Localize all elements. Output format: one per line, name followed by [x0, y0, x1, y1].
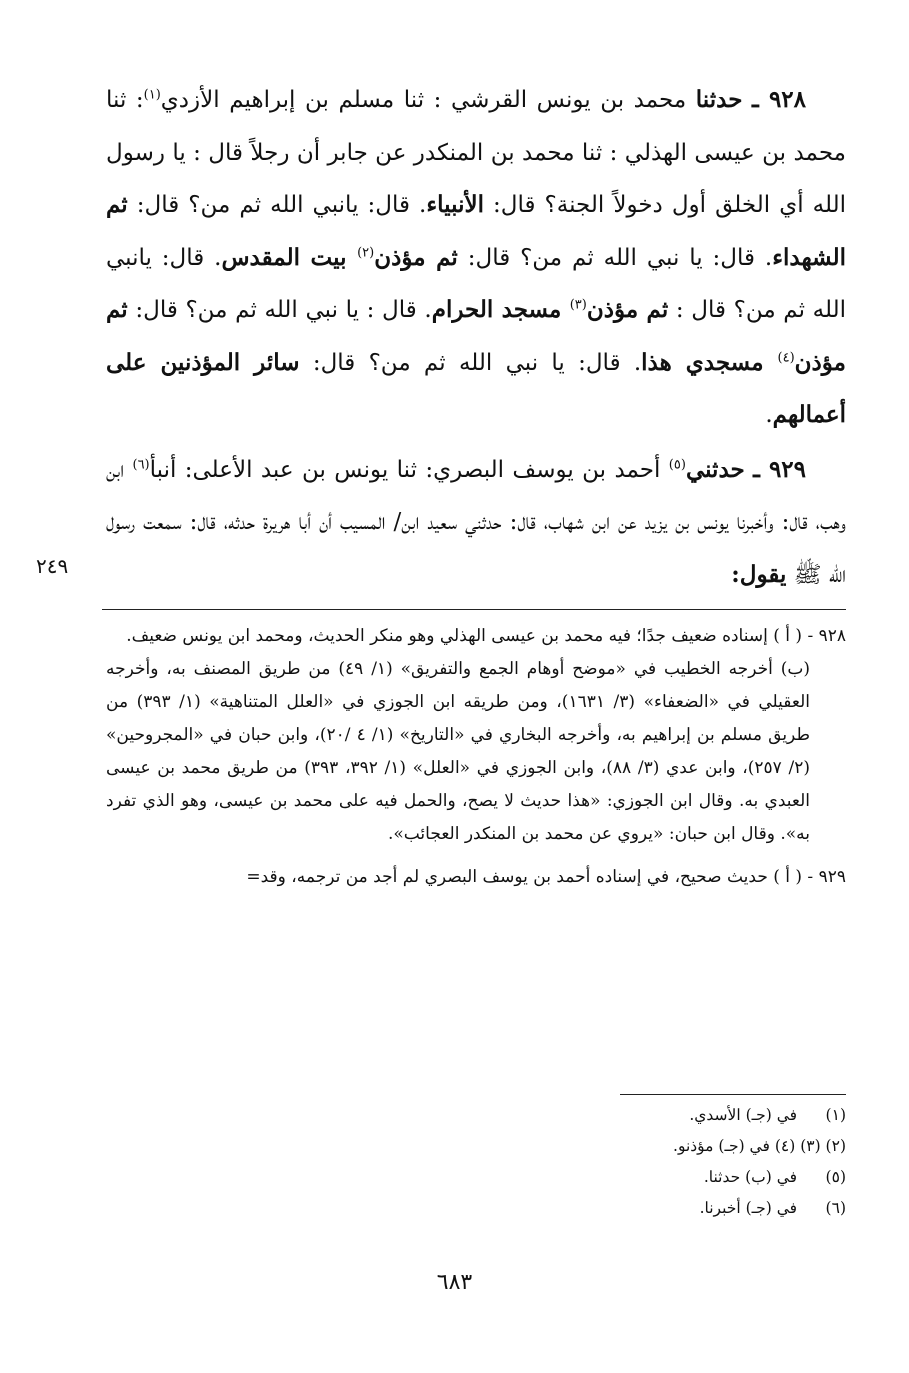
bold-run: مسجد الحرام — [431, 296, 570, 323]
footnote-ref: (٤) — [777, 349, 795, 365]
text-run: . — [765, 402, 773, 428]
footnote-ref: (٣) — [569, 297, 587, 313]
main-text — [106, 74, 846, 601]
footnote-item — [480, 1162, 846, 1193]
footnote-ref: (١) — [143, 87, 161, 103]
hadith-number: ٩٢٩ ـ — [753, 455, 806, 483]
commentary-divider — [102, 609, 846, 610]
text-run: . قال: يانبي الله ثم من؟ قال : — [106, 244, 846, 323]
bold-run: ثم مؤذن — [106, 296, 846, 376]
footnote-text: في (جـ) مؤذنو. — [673, 1137, 770, 1155]
page-number: ٦٨٣ — [436, 1270, 473, 1295]
text-run: . قال: يا نبي الله ثم من؟ قال: — [299, 349, 642, 376]
bold-run: ثم الشهداء — [106, 191, 846, 271]
footnote-item — [480, 1100, 846, 1131]
footnote-text: في (جـ) الأسدي. — [689, 1106, 798, 1124]
footnote-item — [480, 1193, 846, 1224]
footnote-key: (٢) (٣) (٤) — [774, 1137, 846, 1155]
footnote-ref: (٦) — [132, 456, 150, 472]
bold-run: ثم مؤذن — [586, 296, 669, 323]
commentary-928-a: ٩٢٨ - ( أ ) إسناده ضعيف جدًا؛ فيه محمد بن عيسى الهذلي وهو منكر الحديث، ومحمد ابن يونس ضعيف. — [126, 626, 846, 646]
bold-run: سائر المؤذنين على أعمالهم — [106, 348, 846, 428]
footnote-key: (١) — [825, 1106, 846, 1124]
text-run: . قال : يا نبي الله ثم من؟ قال: — [127, 297, 432, 323]
hadith-number: ٩٢٨ ـ — [751, 86, 806, 113]
footnote-divider — [620, 1094, 846, 1095]
manuscript-folio-marker: ٢٤٩ — [36, 554, 69, 578]
commentary — [106, 620, 846, 894]
text-run: . قال: يانبي الله ثم من؟ قال: — [127, 192, 427, 218]
bold-run: الأنبياء — [426, 191, 484, 218]
bold-run: ثم مؤذن — [374, 243, 458, 271]
footnote-key: (٥) — [825, 1168, 846, 1186]
commentary-928-b: (ب) أخرجه الخطيب في «موضح أوهام الجمع والتفريق» (١/ ٤٩) من طريق المصنف به، وأخرجه العقيلي في «الضعفاء» (٣/ ١٦٣١)، ومن طريقه ابن الجوزي في «العلل المتناهية» (١/ ٣٩٣) من طريق مسلم بن إبراهيم به، وأخرجه البخاري في «التاريخ» (١/ ٤ /٢٠)، وابن حبان في «المجروحين» (٢/ ٢٥٧)، وابن عدي (٣/ ٨٨)، وابن الجوزي في «العلل» (١/ ٣٩٢، ٣٩٣) من طريق محمد بن عيسى العبدي به. وقال ابن الجوزي: «هذا حديث لا يصح، والحمل فيه على محمد بن عيسى، وهو الذي تفرد به». وقال ابن حبان: «يروي عن محمد بن المنكدر العجائب». — [106, 659, 811, 844]
footnote-ref: (٥) — [668, 456, 686, 472]
bold-run: بيت المقدس — [221, 243, 358, 271]
footnote-item — [480, 1131, 846, 1162]
footnotes — [480, 1100, 846, 1224]
hadith-929 — [106, 444, 846, 602]
text-run: محمد بن يونس القرشي : ثنا مسلم بن إبراهيم الأزدي — [160, 87, 696, 113]
commentary-929-a: ٩٢٩ - ( أ ) حديث صحيح، في إسناده أحمد بن يوسف البصري لم أجد من ترجمه، وقد= — [246, 867, 846, 887]
text-run: : ثنا محمد بن عيسى الهذلي : ثنا محمد بن المنكدر عن جابر أن رجلاً قال : يا رسول الله أي الخلق أول دخولاً الجنة؟ قال: — [106, 87, 847, 218]
hadith-opener: حدثنا — [695, 86, 743, 113]
bold-run: مسجدي هذا — [641, 348, 778, 376]
footnote-key: (٦) — [825, 1199, 846, 1217]
hadith-928 — [106, 74, 846, 442]
text-run: أحمد بن يوسف البصري: ثنا يونس بن عبد الأعلى: أنبأ — [149, 456, 669, 483]
footnote-ref: (٢) — [357, 244, 375, 260]
footnote-text: في (جـ) أخبرنا. — [699, 1199, 798, 1217]
hadith-opener: حدثني — [685, 455, 745, 483]
text-run: ابن وهب، قال: وأخبرنا يونس بن يزيد عن ابن شهاب، قال: حدثني سعيد ابن/ المسيب أن أبا هريرة حدثه، قال: سمعت رسول الله ﷺ — [106, 456, 846, 588]
footnote-text: في (ب) حدثنا. — [703, 1168, 798, 1186]
bold-run: يقول: — [731, 560, 787, 588]
text-run: . قال: يا نبي الله ثم من؟ قال: — [457, 244, 773, 271]
